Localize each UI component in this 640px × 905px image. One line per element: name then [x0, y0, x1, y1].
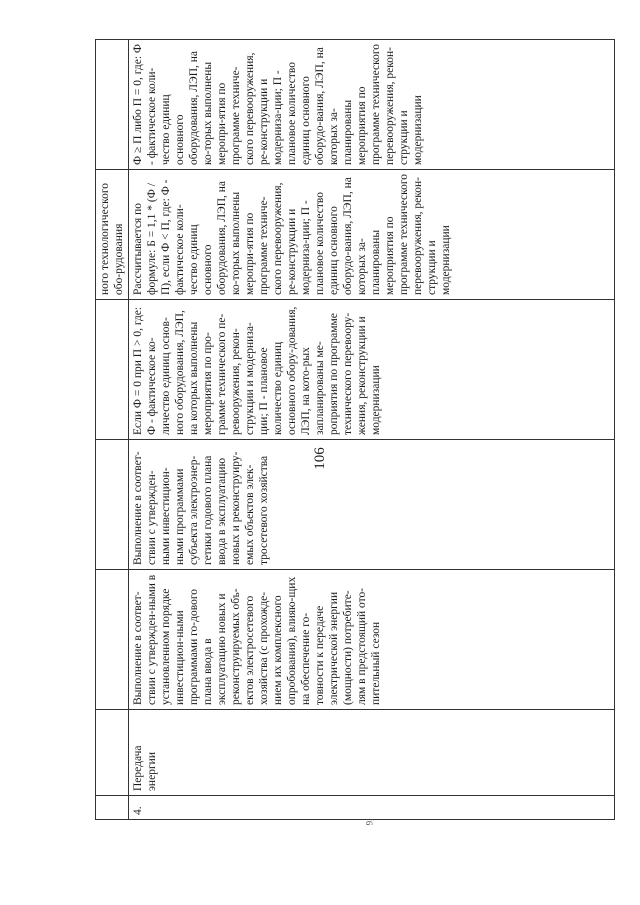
- rotated-table-container: [95, 40, 615, 820]
- criteria-table: [95, 39, 615, 820]
- header-cell-description: [96, 570, 129, 710]
- cell-description: Выполнение в соответ-ствии с утвержден-ными в установленном порядке инвестицион-ными программами го-дового плана ввода в эксплуатацию новых и реконструируемых объ-ектов электросетевого хозяйства (с прохожде-нием их комплексного опробования), влияю-щих на обеспечение го-товности к передаче электрической энергии (мощности) потребите-лям в предстоящий ото-пительный сезон: [129, 570, 615, 710]
- table-row-continued-header: [96, 40, 129, 820]
- cell-formula: Рассчитывается по формуле: Б = 1,1 * (Ф / П), если Ф < П, где: Ф - фактическое коли-чество единиц основного оборудования, ЛЭП, на ко-торых выполнены меропри-ятия по программе техниче-ского перевооружения, ре-конструкции и модерниза-ции; П - плановое количество единиц основного оборудо-вания, ЛЭП, на которых за-планированы мероприятия по программе технического перевооружения, рекон-струкции и модернизации: [129, 170, 615, 300]
- cell-rule: Ф ≥ П либо П = 0, где: Ф - фактическое коли-чество единиц основного оборудования, ЛЭП, на ко-торых выполнены меропри-ятия по программе техниче-ского перевооружения, ре-конструкции и модерниза-ции; П - плановое количество единиц основного оборудо-вания, ЛЭП, на которых за-планированы мероприятия по программе технического перевооружения, рекон-струкции и модернизации: [129, 40, 615, 170]
- header-cell-number: [96, 796, 129, 820]
- header-cell-condition: [96, 300, 129, 440]
- header-cell-indicator: [96, 440, 129, 570]
- cell-name: Передача энергии: [129, 710, 615, 796]
- margin-mark: 9,: [364, 818, 375, 826]
- header-cell-formula: ного технологического обо-рудования: [96, 170, 129, 300]
- page-number: 106: [311, 446, 328, 470]
- table-row: [129, 40, 615, 820]
- cell-number: 4.: [129, 796, 615, 820]
- header-cell-rule: [96, 40, 129, 170]
- cell-indicator: Выполнение в соответ-ствии с утвержден-ными инвестицион-ными программами субъекта электроэнер-гетики годового плана ввода в эксплуатацию новых и реконструиру-емых объектов элек-тросетевого хозяйства: [129, 440, 615, 570]
- header-cell-name: [96, 710, 129, 796]
- cell-condition: Если Ф = 0 при П > 0, где: Ф - фактическое ко-личество единиц основ-ного оборудования, ЛЭП, на которых выполнены мероприятия по про-грамме технического пе-ревооружения, рекон-струкции и модерниза-ции; П - плановое количество единиц основного обору-дования, ЛЭП, на кото-рых запланированы ме-роприятия по программе технического перевоору-жения, реконструкции и модернизации: [129, 300, 615, 440]
